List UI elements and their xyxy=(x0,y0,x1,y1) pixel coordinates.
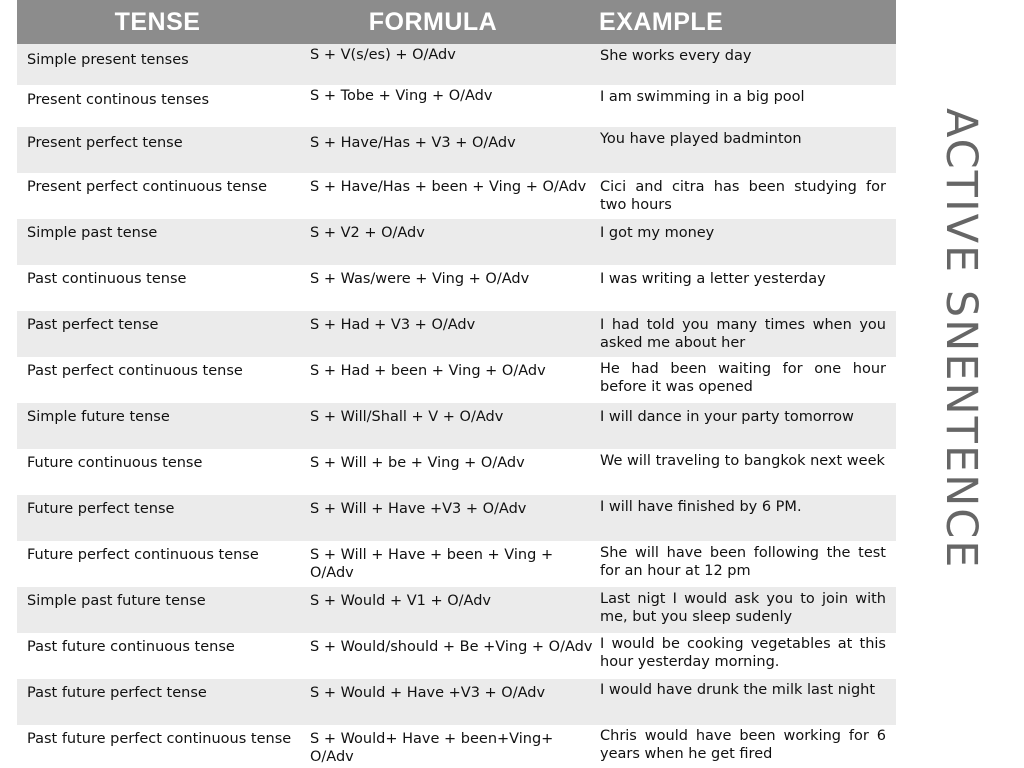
tense-cell: Future perfect tense xyxy=(27,501,175,517)
tense-cell: Simple past future tense xyxy=(27,593,206,609)
tense-cell: Present perfect continuous tense xyxy=(27,179,268,195)
formula-cell: S + Have/Has + been + Ving + O/Adv xyxy=(310,179,587,195)
formula-cell: S + Tobe + Ving + O/Adv xyxy=(310,88,493,104)
formula-cell: S + Will + Have + been + Ving + O/Adv xyxy=(310,547,554,581)
formula-cell: S + Will + Have +V3 + O/Adv xyxy=(310,501,527,517)
example-cell: Chris would have been working for 6 years when he get fired xyxy=(600,728,886,762)
tense-cell: Simple present tenses xyxy=(27,52,189,68)
tense-cell: Past future continuous tense xyxy=(27,639,235,655)
formula-cell: S + Had + been + Ving + O/Adv xyxy=(310,363,546,379)
example-cell: I got my money xyxy=(600,225,715,241)
table-row xyxy=(17,633,896,679)
table-header xyxy=(17,0,896,44)
formula-cell: S + Would + Have +V3 + O/Adv xyxy=(310,685,546,701)
formula-cell: S + Will/Shall + V + O/Adv xyxy=(310,409,504,425)
tense-cell: Present perfect tense xyxy=(27,135,183,151)
example-cell: I would have drunk the milk last night xyxy=(600,682,876,698)
table-row xyxy=(17,679,896,725)
example-cell: I had told you many times when you asked me about her xyxy=(600,317,886,351)
formula-cell: S + Had + V3 + O/Adv xyxy=(310,317,476,333)
tense-cell: Simple past tense xyxy=(27,225,158,241)
formula-cell: S + V(s/es) + O/Adv xyxy=(310,47,456,63)
header-formula: FORMULA xyxy=(368,7,498,36)
tense-cell: Past perfect tense xyxy=(27,317,159,333)
table-row xyxy=(17,85,896,127)
formula-cell: S + V2 + O/Adv xyxy=(310,225,425,241)
table-row xyxy=(17,265,896,311)
table-row xyxy=(17,44,896,85)
tense-cell: Present continous tenses xyxy=(27,92,210,108)
tense-cell: Future perfect continuous tense xyxy=(27,547,259,563)
formula-cell: S + Would+ Have + been+Ving+ O/Adv xyxy=(310,731,554,765)
example-cell: I am swimming in a big pool xyxy=(600,89,805,105)
example-cell: He had been waiting for one hour before it was opened xyxy=(600,361,886,395)
tense-cell: Past future perfect continuous tense xyxy=(27,731,292,747)
header-tense: TENSE xyxy=(114,7,201,36)
side-title: ACTIVE SNENTENCE xyxy=(936,108,986,570)
formula-cell: S + Have/Has + V3 + O/Adv xyxy=(310,135,516,151)
table-row xyxy=(17,219,896,265)
formula-cell: S + Would/should + Be +Ving + O/Adv xyxy=(310,639,593,655)
tense-cell: Past future perfect tense xyxy=(27,685,207,701)
formula-cell: S + Will + be + Ving + O/Adv xyxy=(310,455,525,471)
example-cell: She will have been following the test for an hour at 12 pm xyxy=(600,545,886,579)
formula-cell: S + Was/were + Ving + O/Adv xyxy=(310,271,530,287)
table-row xyxy=(17,403,896,449)
formula-cell: S + Would + V1 + O/Adv xyxy=(310,593,491,609)
table-row xyxy=(17,357,896,403)
example-cell: I will dance in your party tomorrow xyxy=(600,409,854,425)
tense-cell: Simple future tense xyxy=(27,409,170,425)
table-row xyxy=(17,541,896,587)
tense-cell: Past perfect continuous tense xyxy=(27,363,243,379)
example-cell: I was writing a letter yesterday xyxy=(600,271,826,287)
table-body xyxy=(17,44,896,768)
example-cell: Cici and citra has been studying for two hours xyxy=(600,179,886,213)
table-row xyxy=(17,495,896,541)
example-cell: She works every day xyxy=(600,48,752,64)
table-row xyxy=(17,311,896,357)
example-cell: I would be cooking vegetables at this hour yesterday morning. xyxy=(600,636,886,670)
example-cell: We will traveling to bangkok next week xyxy=(600,453,885,469)
example-cell: Last nigt I would ask you to join with me, but you sleep sudenly xyxy=(600,591,886,625)
table-row xyxy=(17,173,896,219)
table-row xyxy=(17,587,896,633)
tense-cell: Past continuous tense xyxy=(27,271,187,287)
table-row xyxy=(17,127,896,173)
example-cell: You have played badminton xyxy=(600,131,802,147)
example-cell: I will have finished by 6 PM. xyxy=(600,499,802,515)
table-row xyxy=(17,725,896,768)
table-row xyxy=(17,449,896,495)
tense-table xyxy=(17,0,896,768)
tense-cell: Future continuous tense xyxy=(27,455,203,471)
header-example: EXAMPLE xyxy=(599,7,724,36)
